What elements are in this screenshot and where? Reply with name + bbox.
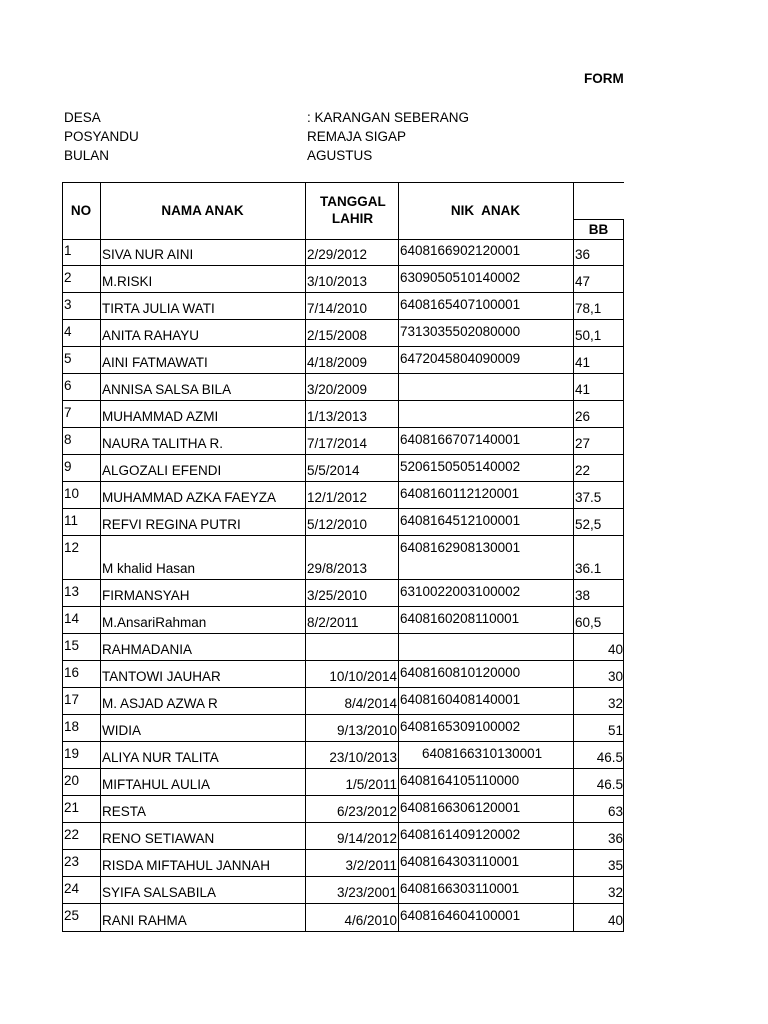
row-nama-anak: M.AnsariRahman	[102, 615, 207, 630]
row-bb: 22	[575, 463, 591, 478]
grid-row-line	[62, 579, 624, 580]
row-nama-anak: NAURA TALITHA R.	[102, 436, 224, 451]
row-bb: 40	[607, 642, 623, 657]
grid-row-line	[62, 903, 624, 904]
grid-row-line	[62, 373, 624, 374]
row-tanggal-lahir: 3/2/2011	[345, 858, 397, 873]
grid-row-line	[62, 606, 624, 607]
row-nik-anak: 6408165309100002	[400, 719, 521, 734]
grid-row-line	[62, 319, 624, 320]
row-nik-anak: 6408166306120001	[400, 800, 521, 815]
row-nik-anak: 7313035502080000	[400, 324, 521, 339]
row-tanggal-lahir: 5/5/2014	[307, 463, 360, 478]
grid-left-border	[62, 182, 63, 932]
row-no: 8	[64, 432, 72, 447]
row-no: 20	[64, 773, 80, 788]
info-label-posyandu: POSYANDU	[64, 129, 139, 144]
row-no: 18	[64, 719, 80, 734]
row-nik-anak: 6309050510140002	[400, 270, 521, 285]
row-no: 9	[64, 459, 72, 474]
row-nama-anak: RESTA	[102, 804, 147, 819]
header-nama-anak: NAMA ANAK	[161, 203, 244, 218]
grid-row-line	[62, 346, 624, 347]
row-nik-anak: 6472045804090009	[400, 351, 521, 366]
row-nik-anak: 6408160408140001	[400, 692, 521, 707]
row-nik-anak: 6408165407100001	[400, 297, 521, 312]
row-nama-anak: MUHAMMAD AZMI	[102, 409, 219, 424]
row-bb: 35	[607, 858, 623, 873]
row-bb: 38	[575, 588, 591, 603]
row-no: 1	[64, 243, 72, 258]
row-nik-anak: 5206150505140002	[400, 459, 521, 474]
row-no: 15	[64, 638, 80, 653]
row-no: 5	[64, 351, 72, 366]
row-nik-anak: 6408166707140001	[400, 432, 521, 447]
row-tanggal-lahir: 2/15/2008	[307, 328, 368, 343]
row-nama-anak: FIRMANSYAH	[102, 588, 190, 603]
row-nama-anak: ALGOZALI EFENDI	[102, 463, 222, 478]
grid-row-line	[62, 508, 624, 509]
header-nik-anak: NIK ANAK	[450, 203, 521, 218]
grid-row-line	[62, 714, 624, 715]
grid-row-line	[62, 876, 624, 877]
row-nama-anak: TIRTA JULIA WATI	[102, 301, 215, 316]
info-value-bulan: AGUSTUS	[307, 148, 373, 163]
row-bb: 36.1	[575, 561, 602, 576]
info-label-desa: DESA	[64, 110, 101, 125]
row-tanggal-lahir: 4/6/2010	[344, 913, 397, 928]
row-nama-anak: RISDA MIFTAHUL JANNAH	[102, 858, 271, 873]
grid-row-line	[62, 849, 624, 850]
row-no: 3	[64, 297, 72, 312]
grid-row-line	[62, 454, 624, 455]
row-no: 17	[64, 692, 80, 707]
row-nik-anak: 6408166303110001	[400, 881, 520, 896]
row-no: 4	[64, 324, 72, 339]
grid-header-bottom	[62, 239, 624, 240]
row-bb: 32	[607, 885, 623, 900]
grid-row-line	[62, 400, 624, 401]
row-bb: 41	[575, 355, 591, 370]
grid-row-line	[62, 535, 624, 536]
row-tanggal-lahir: 10/10/2014	[329, 669, 397, 684]
grid-row-line	[62, 427, 624, 428]
row-tanggal-lahir: 7/14/2010	[307, 301, 368, 316]
row-bb: 36	[575, 247, 591, 262]
row-no: 6	[64, 378, 72, 393]
row-nik-anak: 6408162908130001	[400, 540, 521, 555]
row-nama-anak: REFVI REGINA PUTRI	[102, 517, 241, 532]
row-tanggal-lahir: 9/13/2010	[336, 723, 397, 738]
row-bb: 41	[575, 382, 591, 397]
row-bb: 46.5	[596, 750, 623, 765]
row-nama-anak: TANTOWI JAUHAR	[102, 669, 221, 684]
row-no: 23	[64, 854, 80, 869]
row-bb: 51	[607, 723, 623, 738]
row-nama-anak: MIFTAHUL AULIA	[102, 777, 211, 792]
row-nik-anak: 6408164604100001	[400, 908, 521, 923]
grid-row-line	[62, 660, 624, 661]
row-no: 11	[64, 513, 79, 528]
row-no: 13	[64, 584, 80, 599]
row-no: 25	[64, 908, 80, 923]
row-bb: 30	[607, 669, 623, 684]
row-nama-anak: M.RISKI	[102, 274, 153, 289]
row-tanggal-lahir: 8/2/2011	[307, 615, 359, 630]
row-tanggal-lahir: 29/8/2013	[307, 561, 368, 576]
row-tanggal-lahir: 1/5/2011	[345, 777, 397, 792]
row-nik-anak: 6408166310130001	[422, 746, 543, 761]
grid-row-line	[62, 633, 624, 634]
row-tanggal-lahir: 12/1/2012	[307, 490, 368, 505]
row-no: 16	[64, 665, 80, 680]
info-value-desa: : KARANGAN SEBERANG	[307, 110, 470, 125]
row-no: 10	[64, 486, 80, 501]
grid-column-line	[100, 182, 101, 932]
row-no: 24	[64, 881, 80, 896]
row-nama-anak: M. ASJAD AZWA R	[102, 696, 218, 711]
row-nama-anak: SYIFA SALSABILA	[102, 885, 217, 900]
row-nama-anak: ANITA RAHAYU	[102, 328, 200, 343]
row-nama-anak: WIDIA	[102, 723, 141, 738]
row-bb: 26	[575, 409, 591, 424]
row-tanggal-lahir: 3/25/2010	[307, 588, 368, 603]
row-tanggal-lahir: 5/12/2010	[307, 517, 368, 532]
row-nama-anak: RENO SETIAWAN	[102, 831, 215, 846]
row-nik-anak: 6408166902120001	[400, 243, 521, 258]
form-title: FORM	[584, 71, 624, 86]
row-nik-anak: 6408164512100001	[400, 513, 521, 528]
row-bb: 40	[607, 913, 623, 928]
info-label-bulan: BULAN	[64, 148, 110, 163]
info-value-posyandu: REMAJA SIGAP	[307, 129, 407, 144]
row-bb: 46.5	[596, 777, 623, 792]
row-nama-anak: RANI RAHMA	[102, 913, 187, 928]
row-nik-anak: 6408164105110000	[400, 773, 520, 788]
row-tanggal-lahir: 8/4/2014	[344, 696, 397, 711]
row-tanggal-lahir: 23/10/2013	[329, 750, 397, 765]
row-nama-anak: AINI FATMAWATI	[102, 355, 208, 370]
row-nama-anak: SIVA NUR AINI	[102, 247, 194, 262]
row-bb: 27	[575, 436, 591, 451]
grid-row-line	[62, 265, 624, 266]
grid-right-border	[623, 219, 624, 932]
grid-column-line	[398, 182, 399, 932]
grid-row-line	[62, 795, 624, 796]
row-bb: 32	[607, 696, 623, 711]
row-bb: 47	[575, 274, 591, 289]
grid-row-line	[62, 822, 624, 823]
header-tanggal-lahir: TANGGAL LAHIR	[320, 194, 386, 226]
row-bb: 36	[607, 831, 623, 846]
grid-row-line	[62, 741, 624, 742]
row-nama-anak: ALIYA NUR TALITA	[102, 750, 219, 765]
row-bb: 60,5	[575, 615, 602, 630]
row-no: 19	[64, 746, 80, 761]
header-no: NO	[70, 203, 92, 218]
data-table	[62, 182, 624, 932]
row-nik-anak: 6408164303110001	[400, 854, 520, 869]
row-nik-anak: 6310022003100002	[400, 584, 521, 599]
grid-row-line	[62, 481, 624, 482]
row-bb: 50,1	[575, 328, 602, 343]
grid-top-border	[62, 182, 624, 183]
row-bb: 52,5	[575, 517, 602, 532]
row-tanggal-lahir: 6/23/2012	[336, 804, 397, 819]
row-tanggal-lahir: 1/13/2013	[307, 409, 368, 424]
row-tanggal-lahir: 2/29/2012	[307, 247, 368, 262]
row-no: 22	[64, 827, 80, 842]
row-nama-anak: RAHMADANIA	[102, 642, 193, 657]
row-bb: 63	[607, 804, 623, 819]
row-no: 2	[64, 270, 72, 285]
grid-bb-header-line	[573, 219, 624, 220]
header-bb: BB	[588, 222, 609, 237]
row-nik-anak: 6408160810120000	[400, 665, 521, 680]
row-tanggal-lahir: 3/10/2013	[307, 274, 368, 289]
row-nik-anak: 6408161409120002	[400, 827, 521, 842]
row-bb: 37.5	[575, 490, 602, 505]
row-nik-anak: 6408160208110001	[400, 611, 520, 626]
row-tanggal-lahir: 3/20/2009	[307, 382, 368, 397]
row-tanggal-lahir: 7/17/2014	[307, 436, 368, 451]
grid-row-line	[62, 768, 624, 769]
row-bb: 78,1	[575, 301, 602, 316]
row-nama-anak: ANNISA SALSA BILA	[102, 382, 232, 397]
row-no: 12	[64, 540, 80, 555]
row-tanggal-lahir: 3/23/2001	[336, 885, 397, 900]
row-no: 14	[64, 611, 80, 626]
row-nama-anak: MUHAMMAD AZKA FAEYZA	[102, 490, 277, 505]
row-no: 21	[64, 800, 80, 815]
row-tanggal-lahir: 4/18/2009	[307, 355, 368, 370]
row-nama-anak: M khalid Hasan	[102, 561, 196, 576]
grid-row-line	[62, 687, 624, 688]
row-tanggal-lahir: 9/14/2012	[336, 831, 397, 846]
grid-row-line	[62, 931, 624, 932]
grid-row-line	[62, 292, 624, 293]
row-no: 7	[64, 405, 72, 420]
row-nik-anak: 6408160112120001	[400, 486, 520, 501]
